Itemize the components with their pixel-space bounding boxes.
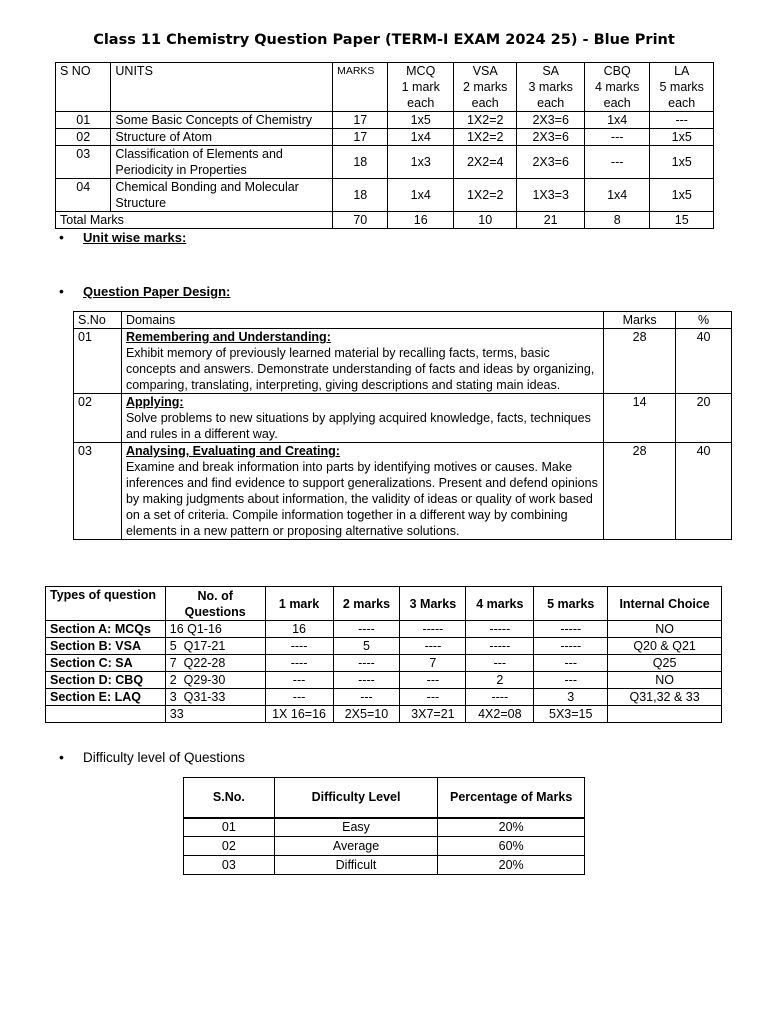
cell: ---- bbox=[265, 638, 333, 655]
cell: 03 bbox=[74, 443, 122, 540]
cell: --- bbox=[265, 689, 333, 706]
table-row bbox=[56, 146, 714, 179]
cell: 20% bbox=[438, 856, 585, 875]
header-mcq: MCQ 1 mark each bbox=[388, 63, 453, 112]
cell: 18 bbox=[333, 146, 388, 179]
cell: 20 bbox=[676, 394, 732, 443]
cell: --- bbox=[466, 655, 534, 672]
cell: 2X3=6 bbox=[517, 146, 585, 179]
cell: 7 bbox=[400, 655, 466, 672]
cell: 1x5 bbox=[388, 112, 453, 129]
bullet-label: Unit wise marks: bbox=[83, 230, 187, 245]
header-cbq: CBQ 4 marks each bbox=[584, 63, 649, 112]
table-row bbox=[46, 655, 722, 672]
cell: Difficult bbox=[274, 856, 438, 875]
table-row bbox=[56, 179, 714, 212]
cell: 10 bbox=[453, 212, 516, 229]
header-3marks: 3 Marks bbox=[400, 587, 466, 621]
cell: 28 bbox=[604, 329, 676, 394]
types-header-row bbox=[46, 587, 722, 621]
cell: Q31,32 & 33 bbox=[608, 689, 722, 706]
cell: ----- bbox=[466, 621, 534, 638]
cell: 16 Q1-16 bbox=[165, 621, 265, 638]
header-sno: S.No. bbox=[184, 778, 275, 818]
cell: 1x5 bbox=[650, 129, 714, 146]
table-row bbox=[74, 443, 732, 540]
cell: Section C: SA bbox=[46, 655, 166, 672]
cell: ----- bbox=[400, 621, 466, 638]
cell: 02 bbox=[184, 837, 275, 856]
cell: Structure of Atom bbox=[111, 129, 333, 146]
cell: 04 bbox=[56, 179, 111, 212]
bullet-label: Difficulty level of Questions bbox=[83, 750, 245, 765]
header-domains: Domains bbox=[121, 312, 603, 329]
cell: ---- bbox=[265, 655, 333, 672]
table-row bbox=[56, 112, 714, 129]
cell: 1x4 bbox=[584, 179, 649, 212]
blueprint-header-row bbox=[56, 63, 714, 112]
cell: Average bbox=[274, 837, 438, 856]
cell: 5X3=15 bbox=[534, 706, 608, 723]
cell: 1x4 bbox=[388, 179, 453, 212]
cell: ----- bbox=[534, 621, 608, 638]
cell: 3 Q31-33 bbox=[165, 689, 265, 706]
design-table bbox=[73, 311, 732, 540]
cell: Section D: CBQ bbox=[46, 672, 166, 689]
domain-heading: Applying: bbox=[125, 395, 184, 409]
total-label: Total Marks bbox=[56, 212, 333, 229]
table-row bbox=[184, 818, 585, 837]
cell: 3 bbox=[534, 689, 608, 706]
cell: 17 bbox=[333, 112, 388, 129]
cell: Q20 & Q21 bbox=[608, 638, 722, 655]
cell: 7 Q22-28 bbox=[165, 655, 265, 672]
domain-heading: Remembering and Understanding: bbox=[125, 330, 331, 344]
cell: 2X3=6 bbox=[517, 112, 585, 129]
header-count: No. of Questions bbox=[165, 587, 265, 621]
cell: 1X2=2 bbox=[453, 112, 516, 129]
cell: 40 bbox=[676, 329, 732, 394]
domain-text: Examine and break information into parts by identifying motives or causes. Make inferences and find evidence to support generalizations. Present and defend opinions by making judgments about information, the validity of ideas or quality of work based on a set of criteria. Compile information together in a different way by combining elements in a new pattern or proposing alternative solutions. bbox=[125, 460, 598, 538]
cell: Classification of Elements and Periodicity in Properties bbox=[111, 146, 333, 179]
header-marks: MARKS bbox=[333, 63, 388, 112]
table-row bbox=[74, 329, 732, 394]
cell: 70 bbox=[333, 212, 388, 229]
cell: 60% bbox=[438, 837, 585, 856]
table-row bbox=[46, 689, 722, 706]
table-row bbox=[46, 638, 722, 655]
header-percent: % bbox=[676, 312, 732, 329]
table-row bbox=[74, 394, 732, 443]
cell: 02 bbox=[56, 129, 111, 146]
blueprint-table bbox=[55, 62, 714, 229]
cell: --- bbox=[534, 655, 608, 672]
domain-text: Solve problems to new situations by applying acquired knowledge, facts, techniques and rules in a different way. bbox=[125, 411, 591, 441]
cell: 4X2=08 bbox=[466, 706, 534, 723]
cell: 1X2=2 bbox=[453, 179, 516, 212]
cell: 02 bbox=[74, 394, 122, 443]
cell: 15 bbox=[650, 212, 714, 229]
cell: 03 bbox=[184, 856, 275, 875]
cell: --- bbox=[400, 689, 466, 706]
header-sno: S NO bbox=[56, 63, 111, 112]
cell: 1X 16=16 bbox=[265, 706, 333, 723]
cell: --- bbox=[400, 672, 466, 689]
cell: --- bbox=[265, 672, 333, 689]
cell: ---- bbox=[333, 621, 400, 638]
cell bbox=[608, 706, 722, 723]
cell: 2 Q29-30 bbox=[165, 672, 265, 689]
cell: 01 bbox=[184, 818, 275, 837]
cell: ---- bbox=[466, 689, 534, 706]
header-la: LA 5 marks each bbox=[650, 63, 714, 112]
cell: 20% bbox=[438, 818, 585, 837]
domain-cell bbox=[121, 329, 603, 394]
cell: --- bbox=[534, 672, 608, 689]
design-header-row bbox=[74, 312, 732, 329]
header-choice: Internal Choice bbox=[608, 587, 722, 621]
cell: 1x4 bbox=[584, 112, 649, 129]
cell: ----- bbox=[534, 638, 608, 655]
cell: --- bbox=[333, 689, 400, 706]
bullet-icon: • bbox=[59, 283, 64, 299]
total-row bbox=[46, 706, 722, 723]
bullet-icon: • bbox=[59, 229, 64, 245]
cell: 16 bbox=[388, 212, 453, 229]
cell: 2X5=10 bbox=[333, 706, 400, 723]
cell: Some Basic Concepts of Chemistry bbox=[111, 112, 333, 129]
cell bbox=[46, 706, 166, 723]
page-title: Class 11 Chemistry Question Paper (TERM-I EXAM 2024 25) - Blue Print bbox=[93, 32, 675, 48]
cell: 3X7=21 bbox=[400, 706, 466, 723]
cell: 14 bbox=[604, 394, 676, 443]
cell: Section A: MCQs bbox=[46, 621, 166, 638]
cell: Section B: VSA bbox=[46, 638, 166, 655]
cell: Q25 bbox=[608, 655, 722, 672]
cell: 03 bbox=[56, 146, 111, 179]
cell: Easy bbox=[274, 818, 438, 837]
cell: --- bbox=[584, 129, 649, 146]
header-marks: Marks bbox=[604, 312, 676, 329]
header-sno: S.No bbox=[74, 312, 122, 329]
cell: --- bbox=[584, 146, 649, 179]
domain-heading: Analysing, Evaluating and Creating: bbox=[125, 444, 340, 458]
cell: 1x4 bbox=[388, 129, 453, 146]
bullet-icon: • bbox=[59, 749, 64, 765]
header-4marks: 4 marks bbox=[466, 587, 534, 621]
cell: 28 bbox=[604, 443, 676, 540]
cell: 17 bbox=[333, 129, 388, 146]
cell: Chemical Bonding and Molecular Structure bbox=[111, 179, 333, 212]
table-row bbox=[184, 837, 585, 856]
cell: 1x5 bbox=[650, 146, 714, 179]
total-row bbox=[56, 212, 714, 229]
cell: Section E: LAQ bbox=[46, 689, 166, 706]
cell: 2X2=4 bbox=[453, 146, 516, 179]
cell: 2X3=6 bbox=[517, 129, 585, 146]
cell: 40 bbox=[676, 443, 732, 540]
cell: 2 bbox=[466, 672, 534, 689]
cell: 1x3 bbox=[388, 146, 453, 179]
cell: 21 bbox=[517, 212, 585, 229]
cell: 8 bbox=[584, 212, 649, 229]
table-row bbox=[184, 856, 585, 875]
table-row bbox=[46, 621, 722, 638]
difficulty-table bbox=[183, 777, 585, 875]
cell: 1X3=3 bbox=[517, 179, 585, 212]
cell: 01 bbox=[74, 329, 122, 394]
cell: NO bbox=[608, 672, 722, 689]
header-units: UNITS bbox=[111, 63, 333, 112]
table-row bbox=[46, 672, 722, 689]
cell: 01 bbox=[56, 112, 111, 129]
domain-cell bbox=[121, 443, 603, 540]
cell: 1X2=2 bbox=[453, 129, 516, 146]
cell: ----- bbox=[466, 638, 534, 655]
header-5marks: 5 marks bbox=[534, 587, 608, 621]
header-2marks: 2 marks bbox=[333, 587, 400, 621]
cell: ---- bbox=[400, 638, 466, 655]
domain-cell bbox=[121, 394, 603, 443]
cell: 18 bbox=[333, 179, 388, 212]
cell: 5 Q17-21 bbox=[165, 638, 265, 655]
header-1mark: 1 mark bbox=[265, 587, 333, 621]
table-row bbox=[56, 129, 714, 146]
cell: 5 bbox=[333, 638, 400, 655]
cell: ---- bbox=[333, 655, 400, 672]
header-sa: SA 3 marks each bbox=[517, 63, 585, 112]
cell: 16 bbox=[265, 621, 333, 638]
header-type: Types of question bbox=[46, 587, 166, 621]
header-percentage: Percentage of Marks bbox=[438, 778, 585, 818]
question-types-table bbox=[45, 586, 722, 723]
cell: 1x5 bbox=[650, 179, 714, 212]
cell: --- bbox=[650, 112, 714, 129]
cell: ---- bbox=[333, 672, 400, 689]
header-level: Difficulty Level bbox=[274, 778, 438, 818]
cell: NO bbox=[608, 621, 722, 638]
bullet-label: Question Paper Design: bbox=[83, 284, 231, 299]
cell: 33 bbox=[165, 706, 265, 723]
domain-text: Exhibit memory of previously learned material by recalling facts, terms, basic concepts and answers. Demonstrate understanding of facts and ideas by organizing, comparing, translating, interpreting, giving descriptions and stating main ideas. bbox=[125, 346, 595, 392]
header-vsa: VSA 2 marks each bbox=[453, 63, 516, 112]
difficulty-header-row bbox=[184, 778, 585, 818]
